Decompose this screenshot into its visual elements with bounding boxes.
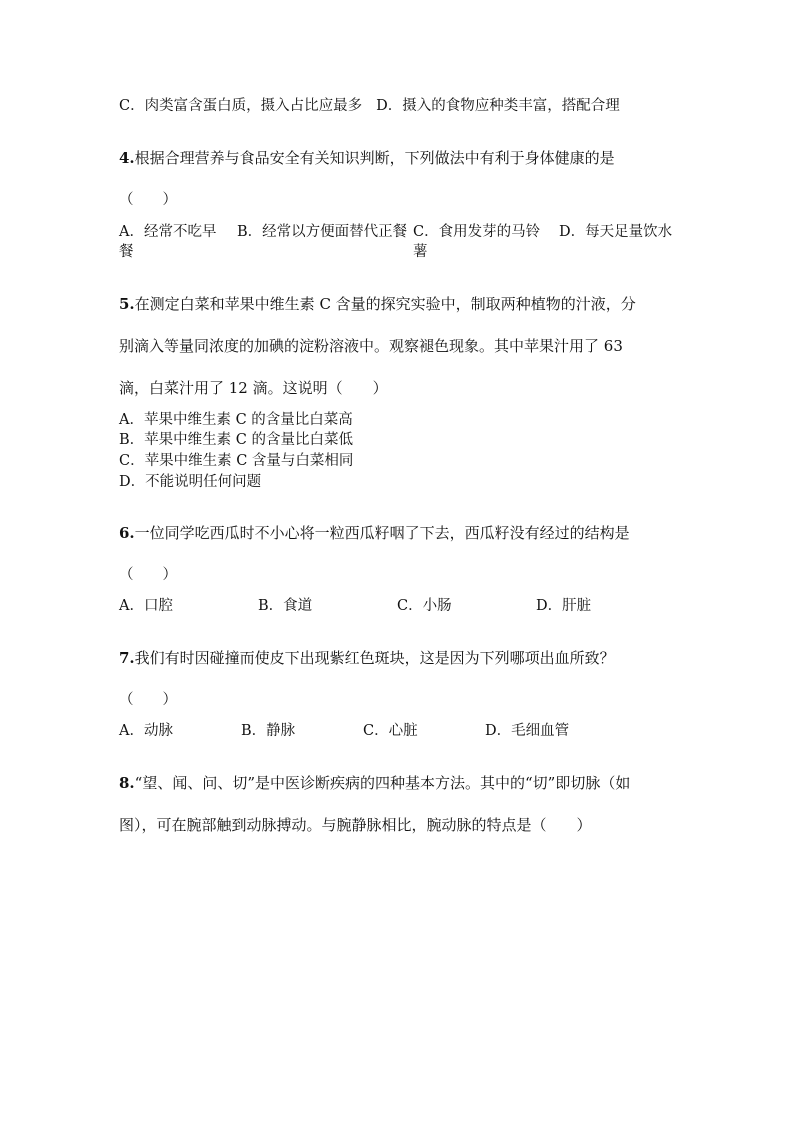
q6-option-d: D．肝脏 <box>536 598 592 614</box>
q8-stem-line1 <box>119 773 630 793</box>
q4-number: 4. <box>119 149 135 167</box>
q4-option-b: B．经常以方便面替代正餐 <box>237 224 408 240</box>
q8-stem-line1-text: “望、闻、问、切”是中医诊断疾病的四种基本方法。其中的“切”即切脉（如 <box>134 774 631 792</box>
q5-option-b: B．苹果中维生素 C 的含量比白菜低 <box>119 432 353 448</box>
q6-stem <box>119 523 630 543</box>
q3-option-c: C．肉类富含蛋白质，摄入占比应最多 <box>119 98 363 114</box>
q6-number: 6. <box>119 524 135 542</box>
q8-stem-line2: 图），可在腕部触到动脉搏动。与腕静脉相比，腕动脉的特点是（ ） <box>119 816 592 834</box>
q4-option-c: C．食用发芽的马铃薯 <box>413 224 541 260</box>
q4-stem <box>119 148 615 168</box>
q7-stem <box>119 648 615 668</box>
q3-options-row <box>119 96 620 116</box>
q6-option-b: B．食道 <box>258 598 313 614</box>
q7-stem-text: 我们有时因碰撞而使皮下出现紫红色斑块，这是因为下列哪项出血所致？ <box>134 649 615 667</box>
q7-blank: （ ） <box>119 692 177 708</box>
q7-number: 7. <box>119 649 135 667</box>
q3-option-d: D．摄入的食物应种类丰富，搭配合理 <box>376 98 620 114</box>
q4-blank: （ ） <box>119 192 177 208</box>
q5-stem-line1 <box>119 294 636 314</box>
q4-option-a: A．经常不吃早餐 <box>119 224 217 260</box>
q7-option-c: C．心脏 <box>363 723 418 739</box>
q6-stem-text: 一位同学吃西瓜时不小心将一粒西瓜籽咽了下去，西瓜籽没有经过的结构是 <box>134 524 630 542</box>
q7-option-a: A．动脉 <box>119 723 173 739</box>
q5-stem-line2: 别滴入等量同浓度的加碘的淀粉溶液中。观察褪色现象。其中苹果汁用了 63 <box>119 337 623 355</box>
q5-stem-line1-text: 在测定白菜和苹果中维生素 C 含量的探究实验中，制取两种植物的汁液，分 <box>134 295 636 313</box>
q6-blank: （ ） <box>119 567 177 583</box>
q5-stem-line3: 滴，白菜汁用了 12 滴。这说明（ ） <box>119 379 388 397</box>
q5-option-c: C．苹果中维生素 C 含量与白菜相同 <box>119 453 354 469</box>
q7-options-row <box>119 721 679 745</box>
q5-number: 5. <box>119 295 135 313</box>
q4-options-row <box>119 222 679 266</box>
q6-options-row <box>119 596 679 620</box>
q6-option-c: C．小肠 <box>397 598 452 614</box>
q4-option-d: D．每天足量饮水 <box>559 224 673 240</box>
q5-option-a: A．苹果中维生素 C 的含量比白菜高 <box>119 412 353 428</box>
q8-number: 8. <box>119 774 135 792</box>
q7-option-d: D．毛细血管 <box>485 723 570 739</box>
q5-option-d: D．不能说明任何问题 <box>119 474 262 490</box>
q7-option-b: B．静脉 <box>241 723 296 739</box>
q4-stem-text: 根据合理营养与食品安全有关知识判断，下列做法中有利于身体健康的是 <box>134 149 615 167</box>
q6-option-a: A．口腔 <box>119 598 173 614</box>
